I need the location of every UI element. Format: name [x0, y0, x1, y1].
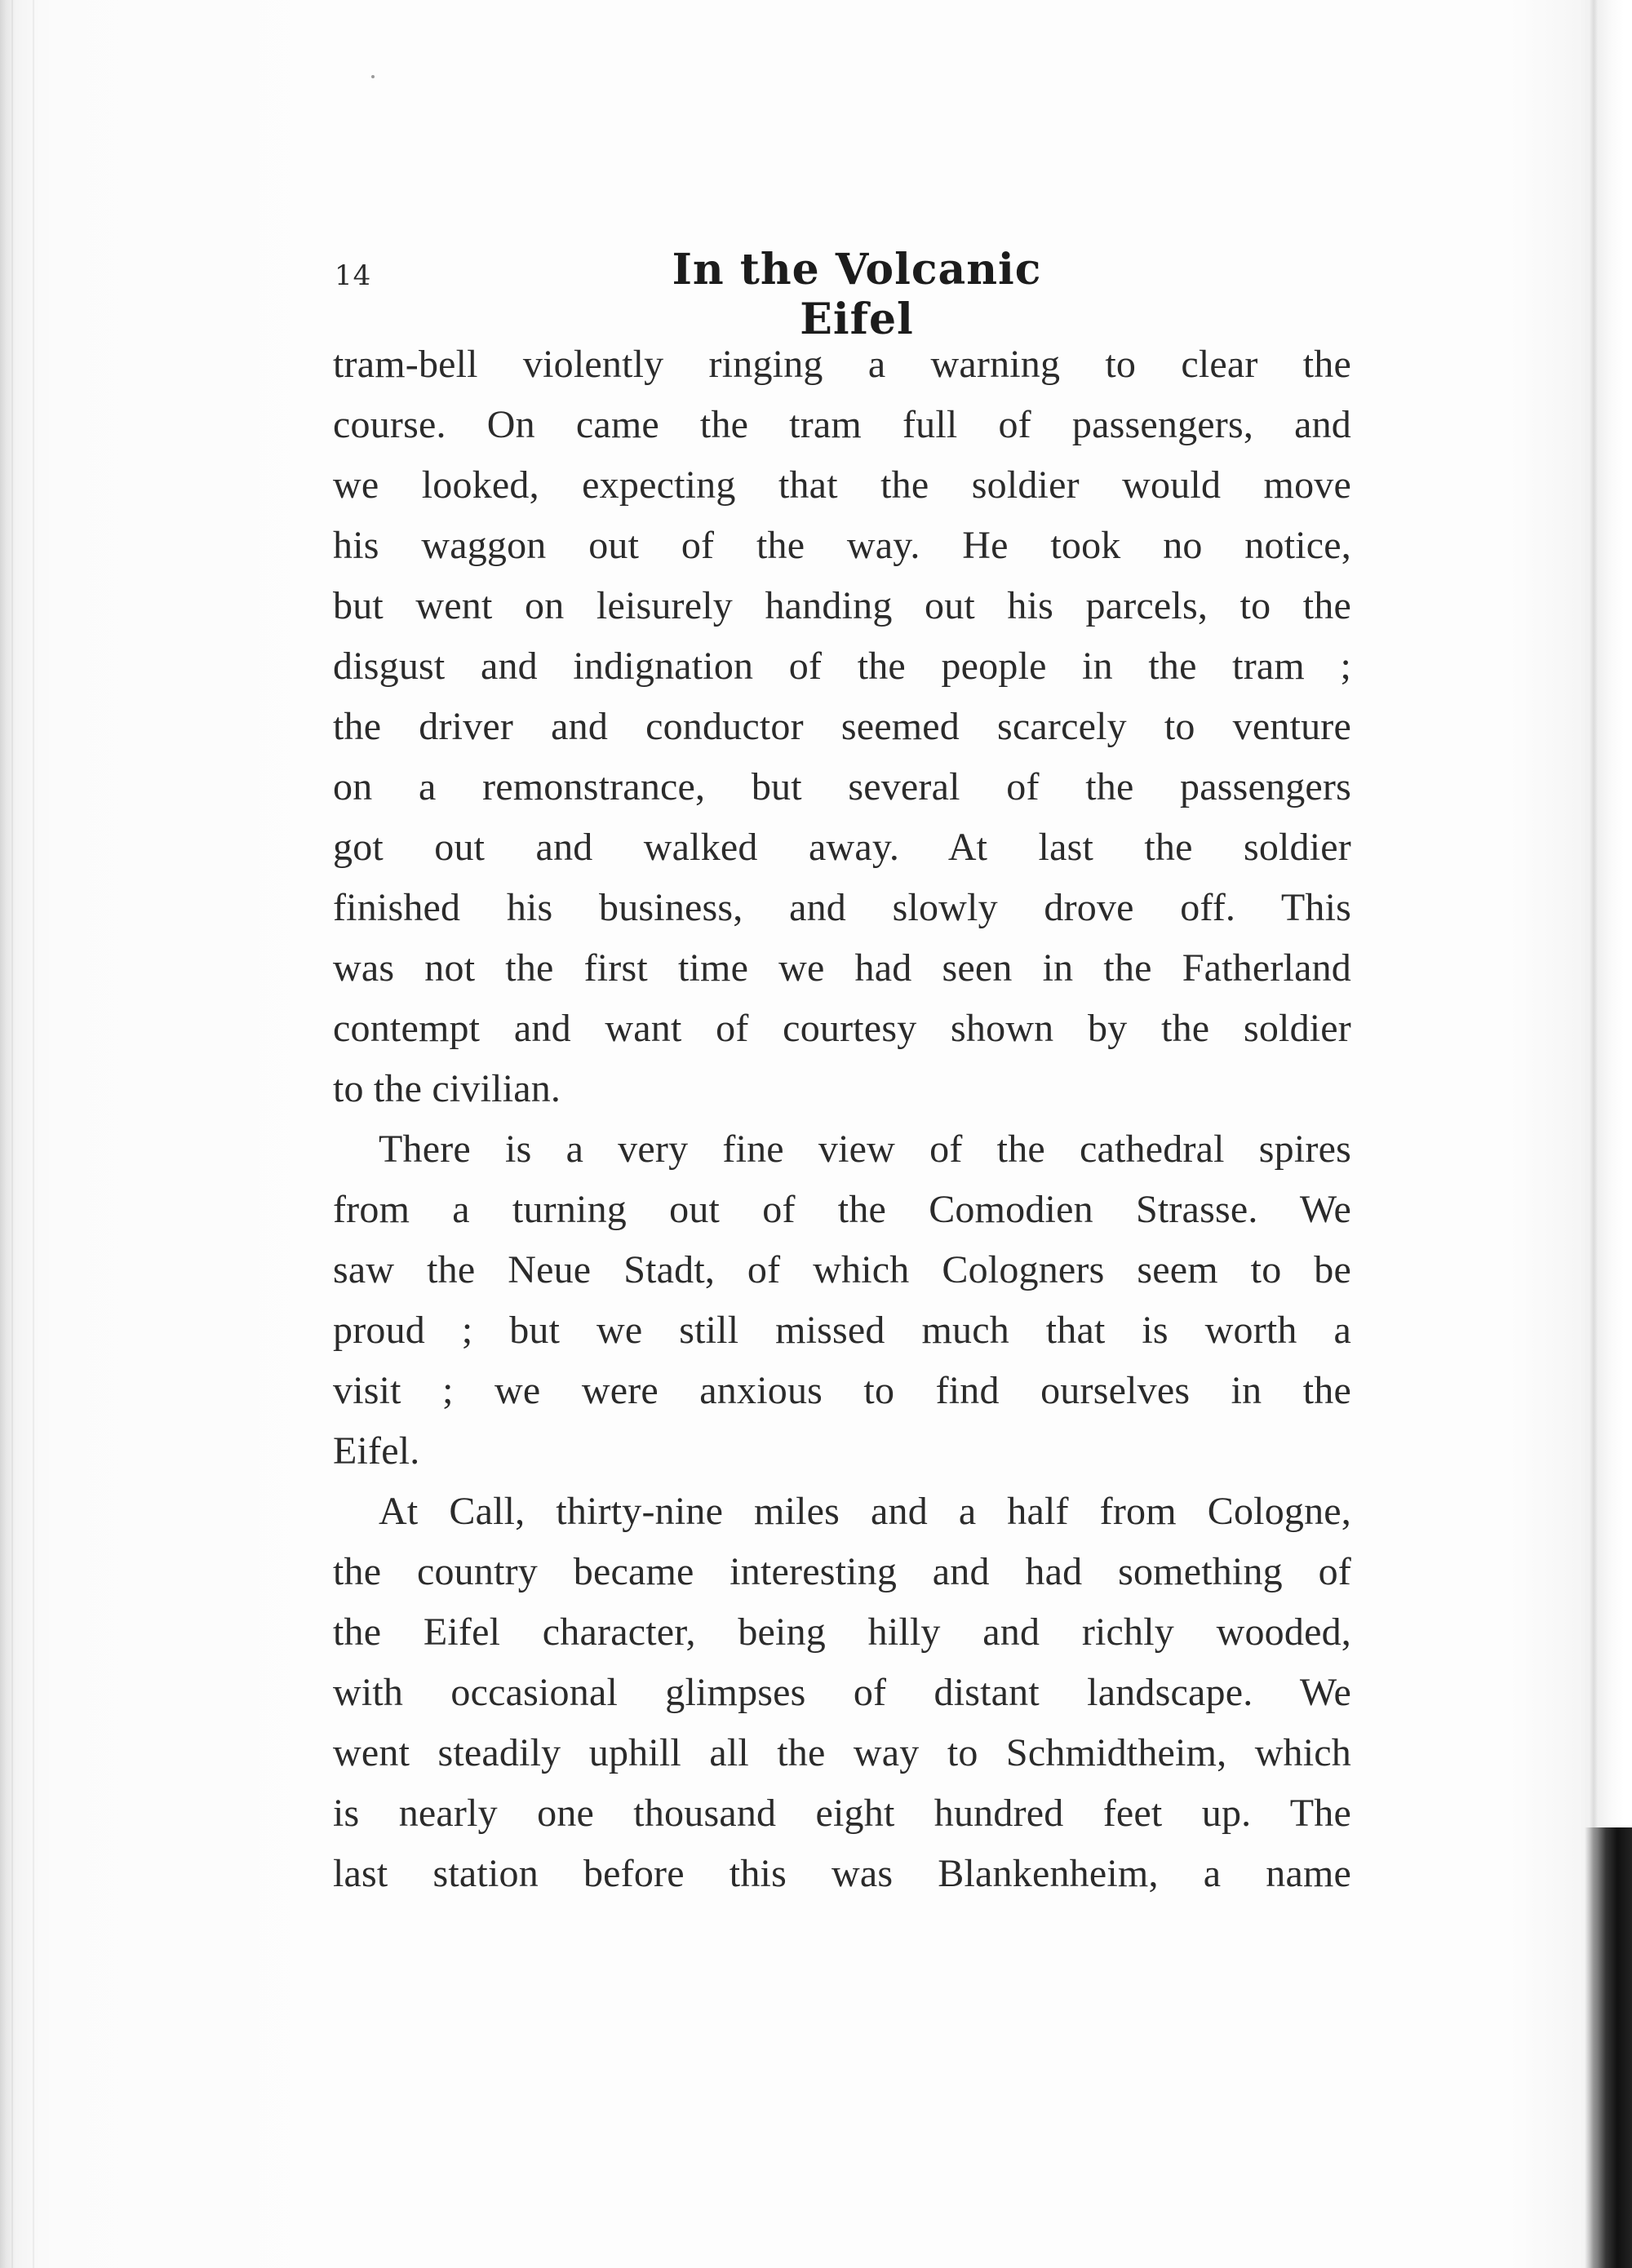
text-line: was not the first time we had seen in the Fatherland: [333, 946, 1351, 990]
page-edge-dark-corner: [1585, 1827, 1632, 2268]
text-line: but went on leisurely handing out his parcels, to the: [333, 584, 1351, 627]
text-line: the country became interesting and had something of: [333, 1550, 1351, 1593]
text-line: the Eifel character, being hilly and richly wooded,: [333, 1610, 1351, 1654]
text-line: with occasional glimpses of distant landscape. We: [333, 1671, 1351, 1714]
page-header: [335, 245, 1355, 344]
text-line: finished his business, and slowly drove off. This: [333, 886, 1351, 929]
text-line: on a remonstrance, but several of the passengers: [333, 765, 1351, 808]
page-binding-edge: [0, 0, 49, 2268]
text-line: last station before this was Blankenheim, a name: [333, 1852, 1351, 1895]
text-line: visit ; we were anxious to find ourselves in the: [333, 1369, 1351, 1412]
text-line: saw the Neue Stadt, of which Cologners seem to be: [333, 1248, 1351, 1291]
body-text: [333, 334, 1351, 1904]
text-line: is nearly one thousand eight hundred feet up. The: [333, 1792, 1351, 1835]
text-line: course. On came the tram full of passengers, and: [333, 403, 1351, 446]
text-line: At Call, thirty-nine miles and a half from Cologne,: [379, 1490, 1351, 1533]
text-line: tram-bell violently ringing a warning to clear the: [333, 343, 1351, 386]
text-line: disgust and indignation of the people in the tram ;: [333, 645, 1351, 688]
page-number: 14: [335, 259, 372, 292]
text-line: we looked, expecting that the soldier would move: [333, 463, 1351, 507]
text-line: to the civilian.: [333, 1067, 561, 1110]
text-line: his waggon out of the way. He took no notice,: [333, 524, 1351, 567]
text-line: Eifel.: [333, 1429, 420, 1473]
text-line: got out and walked away. At last the soldier: [333, 826, 1351, 869]
text-line: the driver and conductor seemed scarcely to venture: [333, 705, 1351, 748]
paragraph: [333, 334, 1351, 1119]
text-line: There is a very fine view of the cathedral spires: [379, 1127, 1351, 1171]
binding-line: [33, 0, 34, 2268]
paper-speck: [371, 75, 375, 78]
text-line: went steadily uphill all the way to Schmidtheim, which: [333, 1731, 1351, 1774]
text-line: proud ; but we still missed much that is worth a: [333, 1309, 1351, 1352]
paragraph: [333, 1119, 1351, 1482]
binding-line: [11, 0, 13, 2268]
paragraph: [333, 1482, 1351, 1904]
text-line: from a turning out of the Comodien Strasse. We: [333, 1188, 1351, 1231]
text-line: contempt and want of courtesy shown by the soldier: [333, 1007, 1351, 1050]
running-title: In the Volcanic Eifel: [672, 245, 1042, 344]
